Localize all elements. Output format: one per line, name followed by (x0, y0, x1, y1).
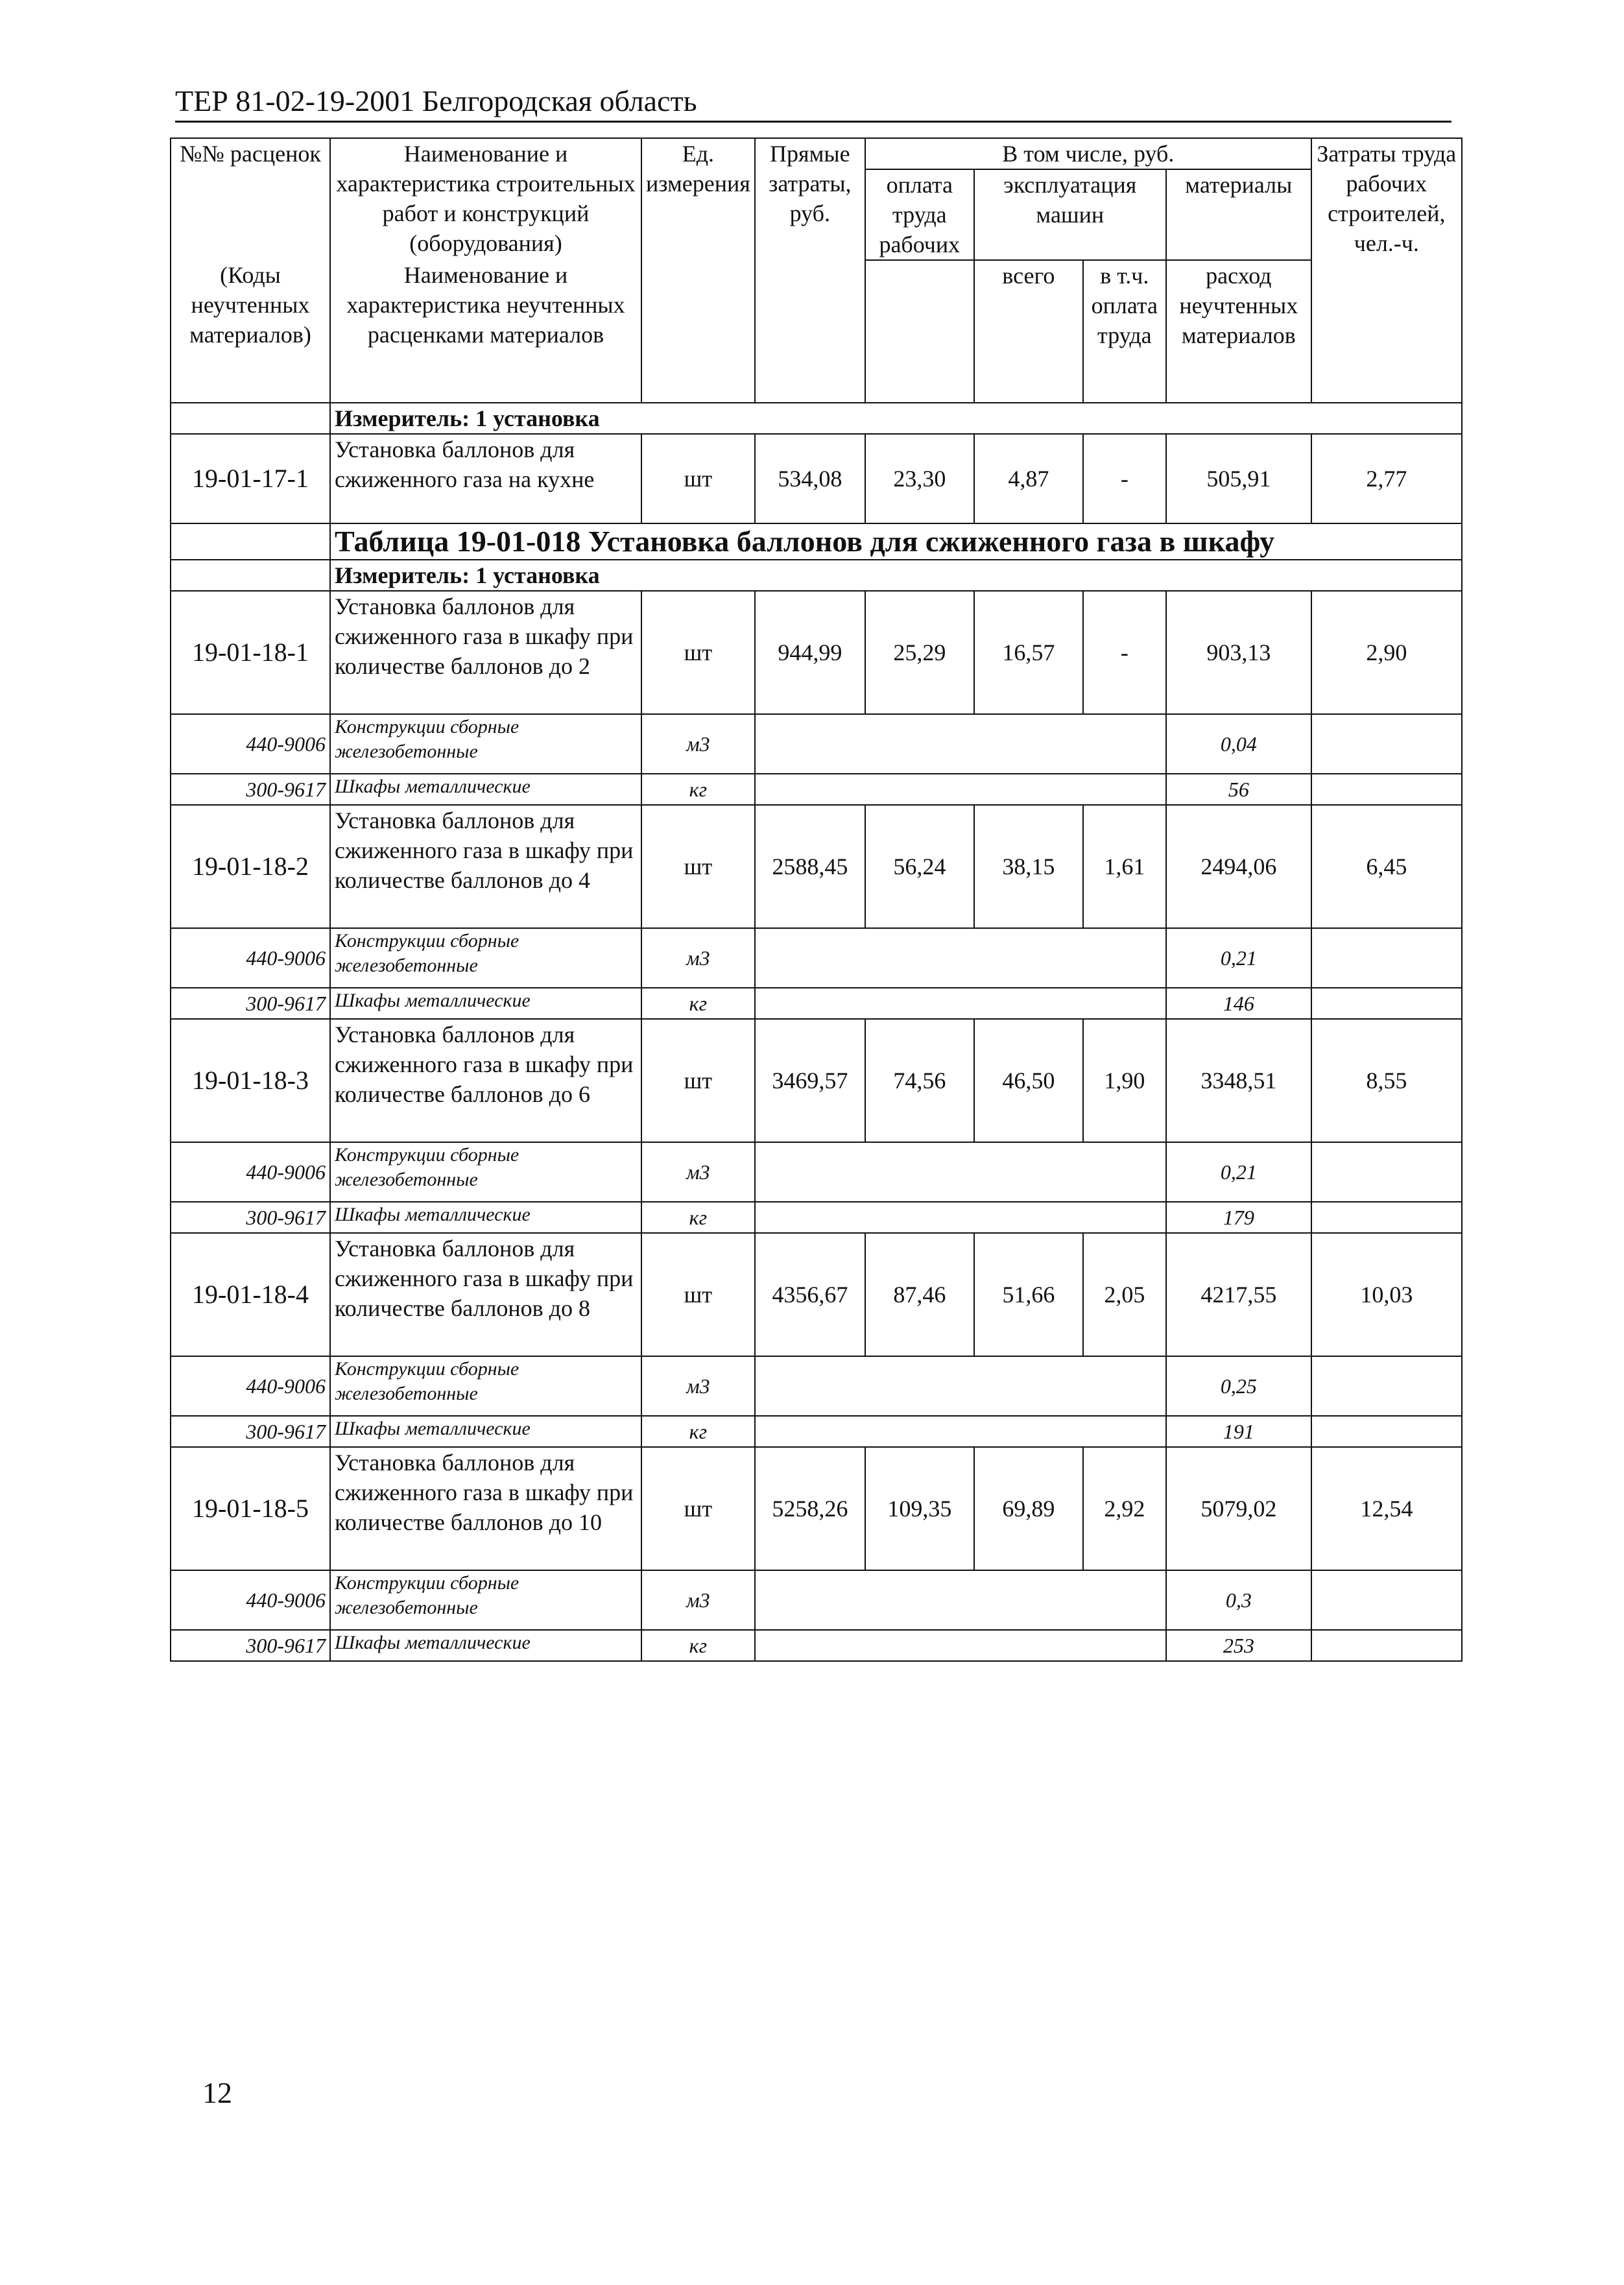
rate-wages: 25,29 (865, 591, 974, 714)
material-name: Конструкции сборные железобетонные (330, 928, 641, 988)
rate-name: Установка баллонов для сжиженного газа в шкафу при количестве баллонов до 4 (330, 805, 641, 928)
material-unit: м3 (641, 1356, 755, 1416)
material-code: 300-9617 (171, 1202, 330, 1233)
material-row (171, 1202, 1462, 1233)
table-row (171, 1233, 1462, 1356)
material-name: Шкафы металлические (330, 1630, 641, 1661)
rate-code: 19-01-18-3 (171, 1019, 330, 1142)
col-num-bottom: (Коды неучтенных материалов) (171, 260, 330, 403)
rate-mach-wages: - (1083, 434, 1166, 523)
material-code: 440-9006 (171, 1356, 330, 1416)
material-code: 300-9617 (171, 774, 330, 805)
rate-direct: 4356,67 (755, 1233, 865, 1356)
material-name: Конструкции сборные железобетонные (330, 1142, 641, 1202)
rate-mach-wages: 1,61 (1083, 805, 1166, 928)
meter-label: Измеритель: 1 установка (330, 560, 1462, 591)
rate-mach-wages: 2,92 (1083, 1447, 1166, 1570)
rate-labor: 12,54 (1311, 1447, 1462, 1570)
header-row-1 (171, 138, 1462, 169)
col-name-bottom: Наименование и характеристика неучтенных расценками материалов (330, 260, 641, 403)
material-unit: м3 (641, 928, 755, 988)
rates-table (170, 138, 1463, 1662)
material-name: Конструкции сборные железобетонные (330, 714, 641, 774)
rate-direct: 5258,26 (755, 1447, 865, 1570)
rate-name: Установка баллонов для сжиженного газа в шкафу при количестве баллонов до 6 (330, 1019, 641, 1142)
material-qty: 253 (1166, 1630, 1311, 1661)
material-row (171, 988, 1462, 1019)
rate-wages: 74,56 (865, 1019, 974, 1142)
material-code: 440-9006 (171, 1142, 330, 1202)
material-qty: 0,04 (1166, 714, 1311, 774)
rate-wages: 87,46 (865, 1233, 974, 1356)
rate-wages: 109,35 (865, 1447, 974, 1570)
rate-mach-wages: - (1083, 591, 1166, 714)
col-mach-wages: в т.ч. оплата труда (1083, 260, 1166, 403)
rate-name: Установка баллонов для сжиженного газа в шкафу при количестве баллонов до 2 (330, 591, 641, 714)
rate-labor: 2,90 (1311, 591, 1462, 714)
page-header (175, 83, 1451, 119)
rate-mach-total: 69,89 (974, 1447, 1083, 1570)
rate-direct: 2588,45 (755, 805, 865, 928)
table-title-row (171, 523, 1462, 560)
col-incl: В том числе, руб. (865, 138, 1311, 169)
material-unit: м3 (641, 1570, 755, 1630)
header-title: ТЕР 81-02-19-2001 Белгородская область (175, 84, 697, 117)
col-num-top: №№ расценок (171, 138, 330, 260)
material-row (171, 928, 1462, 988)
rate-unit: шт (641, 1447, 755, 1570)
rate-unit: шт (641, 805, 755, 928)
rate-code: 19-01-17-1 (171, 434, 330, 523)
rate-code: 19-01-18-1 (171, 591, 330, 714)
material-name: Шкафы металлические (330, 1202, 641, 1233)
rate-materials: 5079,02 (1166, 1447, 1311, 1570)
material-qty: 56 (1166, 774, 1311, 805)
rate-labor: 10,03 (1311, 1233, 1462, 1356)
rate-mach-total: 38,15 (974, 805, 1083, 928)
table-row (171, 805, 1462, 928)
material-code: 300-9617 (171, 988, 330, 1019)
material-code: 440-9006 (171, 928, 330, 988)
rate-unit: шт (641, 1019, 755, 1142)
material-unit: кг (641, 1202, 755, 1233)
material-name: Шкафы металлические (330, 988, 641, 1019)
col-machines: эксплуатация машин (974, 169, 1166, 260)
rate-code: 19-01-18-2 (171, 805, 330, 928)
rate-mach-total: 46,50 (974, 1019, 1083, 1142)
rate-wages: 23,30 (865, 434, 974, 523)
table-title: Таблица 19-01-018 Установка баллонов для сжиженного газа в шкафу (330, 523, 1462, 560)
table-row (171, 1019, 1462, 1142)
rate-materials: 4217,55 (1166, 1233, 1311, 1356)
material-row (171, 1630, 1462, 1661)
col-materials: материалы (1166, 169, 1311, 260)
material-row (171, 1416, 1462, 1447)
material-unit: кг (641, 1416, 755, 1447)
material-row (171, 1570, 1462, 1630)
material-name: Конструкции сборные железобетонные (330, 1356, 641, 1416)
rate-mach-total: 4,87 (974, 434, 1083, 523)
rate-unit: шт (641, 434, 755, 523)
col-mach-total: всего (974, 260, 1083, 403)
material-name: Конструкции сборные железобетонные (330, 1570, 641, 1630)
meter-row (171, 403, 1462, 434)
table-row (171, 1447, 1462, 1570)
rate-direct: 3469,57 (755, 1019, 865, 1142)
material-qty: 0,21 (1166, 1142, 1311, 1202)
rate-code: 19-01-18-4 (171, 1233, 330, 1356)
col-labor: Затраты труда рабочих строителей, чел.-ч. (1311, 138, 1462, 403)
table-row (171, 591, 1462, 714)
material-qty: 0,21 (1166, 928, 1311, 988)
material-row (171, 1142, 1462, 1202)
rate-mach-wages: 1,90 (1083, 1019, 1166, 1142)
material-qty: 191 (1166, 1416, 1311, 1447)
col-mat-unaccounted: расход неучтенных материалов (1166, 260, 1311, 403)
rate-name: Установка баллонов для сжиженного газа в шкафу при количестве баллонов до 10 (330, 1447, 641, 1570)
col-unit: Ед. измерения (641, 138, 755, 403)
material-qty: 0,3 (1166, 1570, 1311, 1630)
material-code: 300-9617 (171, 1630, 330, 1661)
col-name-top: Наименование и характеристика строительных работ и конструкций (оборудования) (330, 138, 641, 260)
material-code: 300-9617 (171, 1416, 330, 1447)
rate-mach-total: 51,66 (974, 1233, 1083, 1356)
material-unit: м3 (641, 714, 755, 774)
material-row (171, 1356, 1462, 1416)
rate-code: 19-01-18-5 (171, 1447, 330, 1570)
col-wages-empty (865, 260, 974, 403)
rate-materials: 3348,51 (1166, 1019, 1311, 1142)
rate-wages: 56,24 (865, 805, 974, 928)
material-qty: 146 (1166, 988, 1311, 1019)
col-wages: оплата труда рабочих (865, 169, 974, 260)
rate-direct: 534,08 (755, 434, 865, 523)
rate-direct: 944,99 (755, 591, 865, 714)
page-number: 12 (202, 2076, 232, 2109)
col-direct: Прямые затраты, руб. (755, 138, 865, 403)
material-code: 440-9006 (171, 1570, 330, 1630)
material-code: 440-9006 (171, 714, 330, 774)
meter-label: Измеритель: 1 установка (330, 403, 1462, 434)
material-unit: м3 (641, 1142, 755, 1202)
rate-unit: шт (641, 591, 755, 714)
material-unit: кг (641, 774, 755, 805)
rate-name: Установка баллонов для сжиженного газа на кухне (330, 434, 641, 523)
material-name: Шкафы металлические (330, 1416, 641, 1447)
material-unit: кг (641, 988, 755, 1019)
rate-materials: 505,91 (1166, 434, 1311, 523)
rate-materials: 2494,06 (1166, 805, 1311, 928)
meter-row (171, 560, 1462, 591)
rate-labor: 6,45 (1311, 805, 1462, 928)
table-row (171, 434, 1462, 523)
rate-mach-total: 16,57 (974, 591, 1083, 714)
material-row (171, 714, 1462, 774)
rate-mach-wages: 2,05 (1083, 1233, 1166, 1356)
material-qty: 179 (1166, 1202, 1311, 1233)
rate-materials: 903,13 (1166, 591, 1311, 714)
rate-unit: шт (641, 1233, 755, 1356)
material-name: Шкафы металлические (330, 774, 641, 805)
material-unit: кг (641, 1630, 755, 1661)
header-rule (175, 121, 1451, 123)
rate-labor: 8,55 (1311, 1019, 1462, 1142)
rate-name: Установка баллонов для сжиженного газа в шкафу при количестве баллонов до 8 (330, 1233, 641, 1356)
rate-labor: 2,77 (1311, 434, 1462, 523)
material-qty: 0,25 (1166, 1356, 1311, 1416)
rates-body (171, 591, 1462, 1661)
material-row (171, 774, 1462, 805)
